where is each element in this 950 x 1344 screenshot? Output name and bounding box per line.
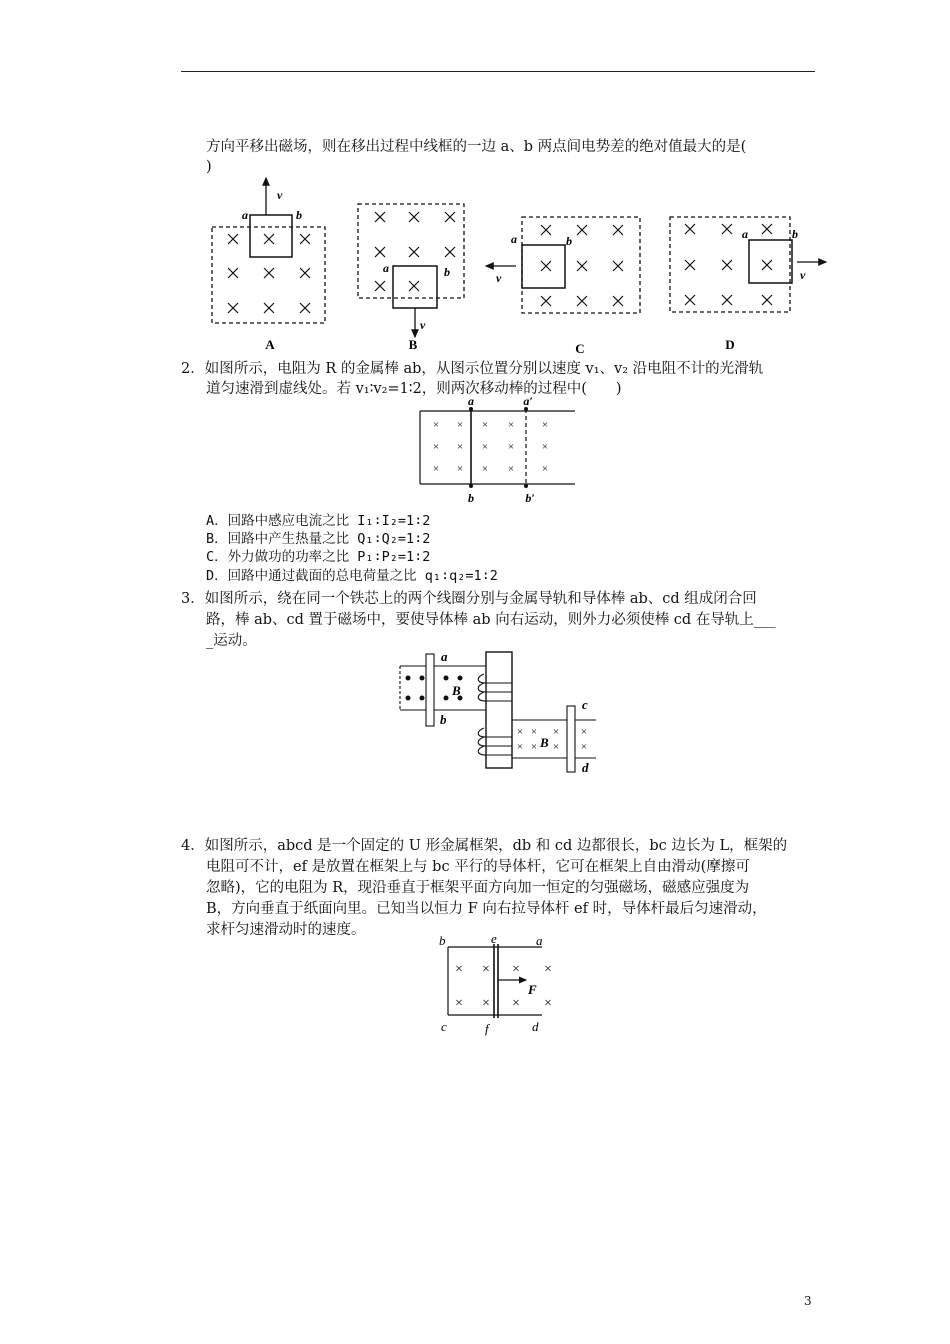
svg-text:×: × <box>552 741 560 753</box>
q4-text-line3: 忽略)，它的电阻为 R，现沿垂直于框架平面方向加一恒定的匀强磁场，磁感应强度为 <box>206 880 750 896</box>
svg-text:×: × <box>530 741 538 753</box>
svg-text:×: × <box>512 962 520 977</box>
svg-text:×: × <box>507 441 515 453</box>
svg-text:×: × <box>481 419 489 431</box>
svg-text:×: × <box>580 726 588 738</box>
svg-text:×: × <box>512 996 520 1011</box>
q1-label-D: D <box>725 337 735 352</box>
q1-field-B-crosses <box>375 212 455 291</box>
q4-text-line1: 4．如图所示，abcd 是一个固定的 U 形金属框架，db 和 cd 边都很长，bc 边长为 L，框架的 <box>181 838 788 854</box>
q2-label-a-prime: a′ <box>523 394 533 408</box>
svg-text:×: × <box>482 996 490 1011</box>
q2-label-b: b <box>468 491 474 505</box>
svg-text:×: × <box>481 441 489 453</box>
q3-label-a: a <box>441 649 448 664</box>
svg-text:×: × <box>481 463 489 475</box>
q1-C-v-label: v <box>496 271 502 285</box>
q4-text-line4: B，方向垂直于纸面向里。已知当以恒力 F 向右拉导体杆 ef 时，导体杆最后匀速滑动， <box>206 901 767 917</box>
q1-A-a-label: a <box>242 208 248 222</box>
svg-text:×: × <box>482 962 490 977</box>
svg-text:×: × <box>552 726 560 738</box>
q2-label-a: a <box>468 394 474 408</box>
q1-A-b-label: b <box>296 208 302 222</box>
q2-option-A: A．回路中感应电流之比 I₁∶I₂=1∶2 <box>206 513 431 529</box>
q3-text-line1: 3．如图所示，绕在同一个铁芯上的两个线圈分别与金属导轨和导体棒 ab、cd 组成闭合回 <box>181 591 757 607</box>
q1-field-D-crosses <box>685 224 772 305</box>
q1-field-C-crosses <box>541 225 623 306</box>
q2-figure <box>410 395 585 507</box>
svg-text:×: × <box>507 419 515 431</box>
svg-text:×: × <box>432 441 440 453</box>
q2-option-B: B．回路中产生热量之比 Q₁∶Q₂=1∶2 <box>206 531 431 547</box>
q4-label-f: f <box>485 1021 489 1036</box>
q1-D-b-label: b <box>792 227 798 241</box>
q1-text-line2: ) <box>206 159 212 175</box>
q1-label-B: B <box>408 337 418 352</box>
q1-B-a-label: a <box>383 261 389 275</box>
header-rule <box>181 71 815 72</box>
q3-text-line3: _运动。 <box>206 633 257 649</box>
q3-text-line2: 路，棒 ab、cd 置于磁场中，要使导体棒 ab 向右运动，则外力必须使棒 cd 在导轨上___ <box>206 612 776 628</box>
q1-label-A: A <box>265 337 275 352</box>
q1-D-v-label: v <box>800 268 806 282</box>
q3-figure <box>396 648 606 776</box>
q3-label-d: d <box>582 760 589 775</box>
q4-label-F: F <box>528 982 537 997</box>
q2-option-C: C．外力做功的功率之比 P₁∶P₂=1∶2 <box>206 549 431 565</box>
svg-text:×: × <box>432 419 440 431</box>
q4-text-line2: 电阻可不计，ef 是放置在框架上与 bc 平行的导体杆，它可在框架上自由滑动(摩擦可 <box>206 859 750 875</box>
q2-label-b-prime: b′ <box>525 491 535 505</box>
q3-label-c: c <box>582 697 588 712</box>
q3-label-B1: B <box>452 683 461 698</box>
q1-B-v-label: v <box>420 318 426 332</box>
q4-label-c: c <box>441 1019 447 1034</box>
svg-text:×: × <box>541 463 549 475</box>
svg-text:×: × <box>580 741 588 753</box>
q2-option-D: D．回路中通过截面的总电荷量之比 q₁∶q₂=1∶2 <box>206 568 498 584</box>
q4-figure <box>430 932 575 1036</box>
q1-figure <box>200 172 840 357</box>
q4-label-e: e <box>491 931 497 946</box>
q4-label-b: b <box>439 933 446 948</box>
svg-text:×: × <box>541 441 549 453</box>
svg-text:×: × <box>432 463 440 475</box>
svg-text:×: × <box>456 441 464 453</box>
q2-text-line2: 道匀速滑到虚线处。若 v₁∶v₂=1∶2，则两次移动棒的过程中( ) <box>206 381 622 397</box>
q4-label-a: a <box>536 933 543 948</box>
q1-field-A-crosses <box>228 234 310 313</box>
svg-text:×: × <box>544 996 552 1011</box>
q4-label-d: d <box>532 1019 539 1034</box>
svg-text:×: × <box>455 962 463 977</box>
q1-B-b-label: b <box>444 265 450 279</box>
svg-text:×: × <box>541 419 549 431</box>
q1-label-C: C <box>575 341 585 356</box>
q2-field-crosses <box>433 419 548 475</box>
q4-text-line5: 求杆匀速滑动时的速度。 <box>206 922 366 938</box>
q3-field-crosses <box>517 726 587 753</box>
page-number: 3 <box>804 1294 812 1308</box>
q1-text-line1: 方向平移出磁场，则在移出过程中线框的一边 a、b 两点间电势差的绝对值最大的是( <box>206 139 747 155</box>
svg-text:×: × <box>544 962 552 977</box>
svg-text:×: × <box>455 996 463 1011</box>
q3-label-B2: B <box>540 735 549 750</box>
q4-field-crosses <box>455 962 552 1011</box>
svg-text:×: × <box>456 419 464 431</box>
q1-D-a-label: a <box>742 227 748 241</box>
q1-C-b-label: b <box>566 234 572 248</box>
q1-A-v-label: v <box>277 188 283 202</box>
svg-text:×: × <box>516 726 524 738</box>
q1-C-a-label: a <box>511 232 517 246</box>
q2-text-line1: 2．如图所示，电阻为 R 的金属棒 ab，从图示位置分别以速度 v₁、v₂ 沿电阻不计的光滑轨 <box>181 361 764 377</box>
svg-text:×: × <box>507 463 515 475</box>
svg-text:×: × <box>530 726 538 738</box>
svg-text:×: × <box>456 463 464 475</box>
svg-text:×: × <box>516 741 524 753</box>
q3-label-b: b <box>440 712 447 727</box>
